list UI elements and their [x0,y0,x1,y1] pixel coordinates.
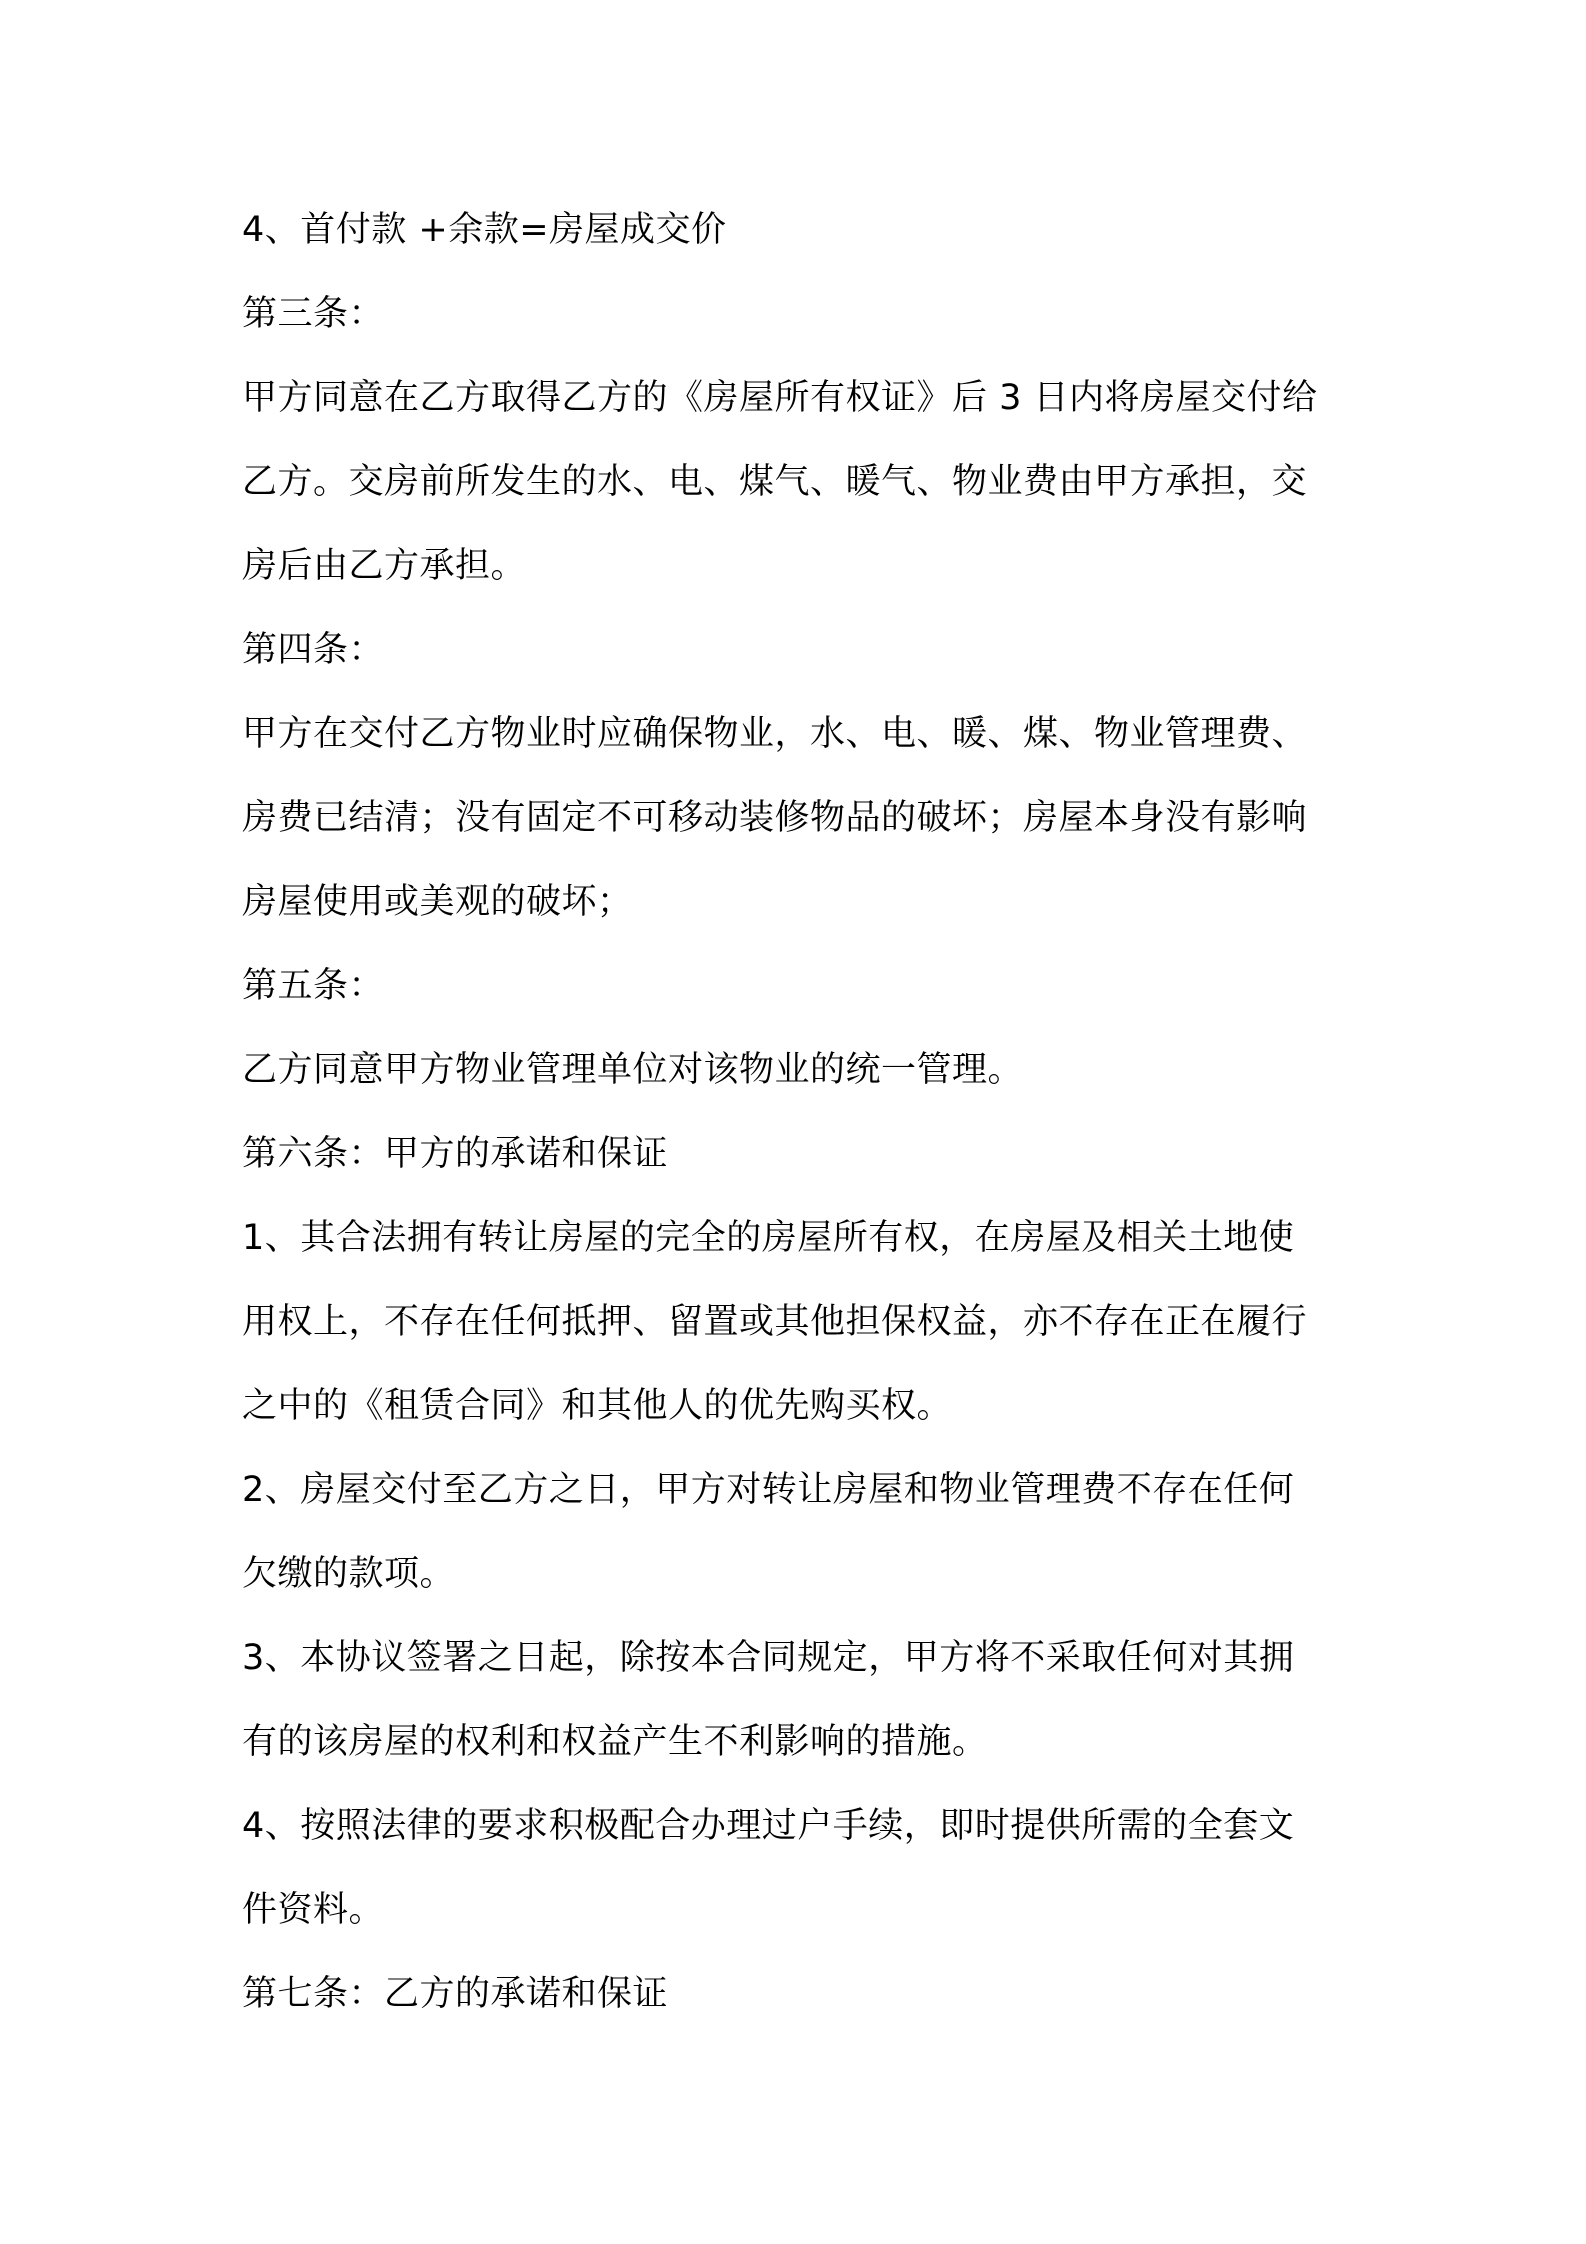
article-4-heading: 第四条： [242,630,385,670]
article-6-item-2-line-1: 2、房屋交付至乙方之日，甲方对转让房屋和物业管理费不存在任何 [242,1470,1295,1510]
article-6-item-1-line-3: 之中的《租赁合同》和其他人的优先购买权。 [242,1386,953,1426]
article-4-line-2: 房费已结清；没有固定不可移动装修物品的破坏；房屋本身没有影响 [242,798,1308,838]
article-3-line-1: 甲方同意在乙方取得乙方的《房屋所有权证》后 3 日内将房屋交付给 [242,378,1318,418]
article-6-item-2-line-2: 欠缴的款项。 [242,1554,456,1594]
article-6-item-4-line-1: 4、按照法律的要求积极配合办理过户手续，即时提供所需的全套文 [242,1806,1295,1846]
article-6-item-1-line-2: 用权上，不存在任何抵押、留置或其他担保权益，亦不存在正在履行 [242,1302,1308,1342]
article-5-heading: 第五条： [242,966,385,1006]
article-4-line-1: 甲方在交付乙方物业时应确保物业，水、电、暖、煤、物业管理费、 [242,714,1308,754]
clause-2-item-4: 4、首付款 +余款=房屋成交价 [242,210,727,250]
article-6-item-3-line-1: 3、本协议签署之日起，除按本合同规定，甲方将不采取任何对其拥 [242,1638,1295,1678]
article-6-heading: 第六条：甲方的承诺和保证 [242,1134,669,1174]
article-3-heading: 第三条： [242,294,385,334]
article-3-line-2: 乙方。交房前所发生的水、电、煤气、暖气、物业费由甲方承担，交 [242,462,1308,502]
article-6-item-3-line-2: 有的该房屋的权利和权益产生不利影响的措施。 [242,1722,988,1762]
article-6-item-1-line-1: 1、其合法拥有转让房屋的完全的房屋所有权，在房屋及相关土地使 [242,1218,1295,1258]
article-4-line-3: 房屋使用或美观的破坏； [242,882,633,922]
article-6-item-4-line-2: 件资料。 [242,1890,385,1930]
article-7-heading: 第七条：乙方的承诺和保证 [242,1974,669,2014]
article-3-line-3: 房后由乙方承担。 [242,546,527,586]
article-5-line-1: 乙方同意甲方物业管理单位对该物业的统一管理。 [242,1050,1024,1090]
